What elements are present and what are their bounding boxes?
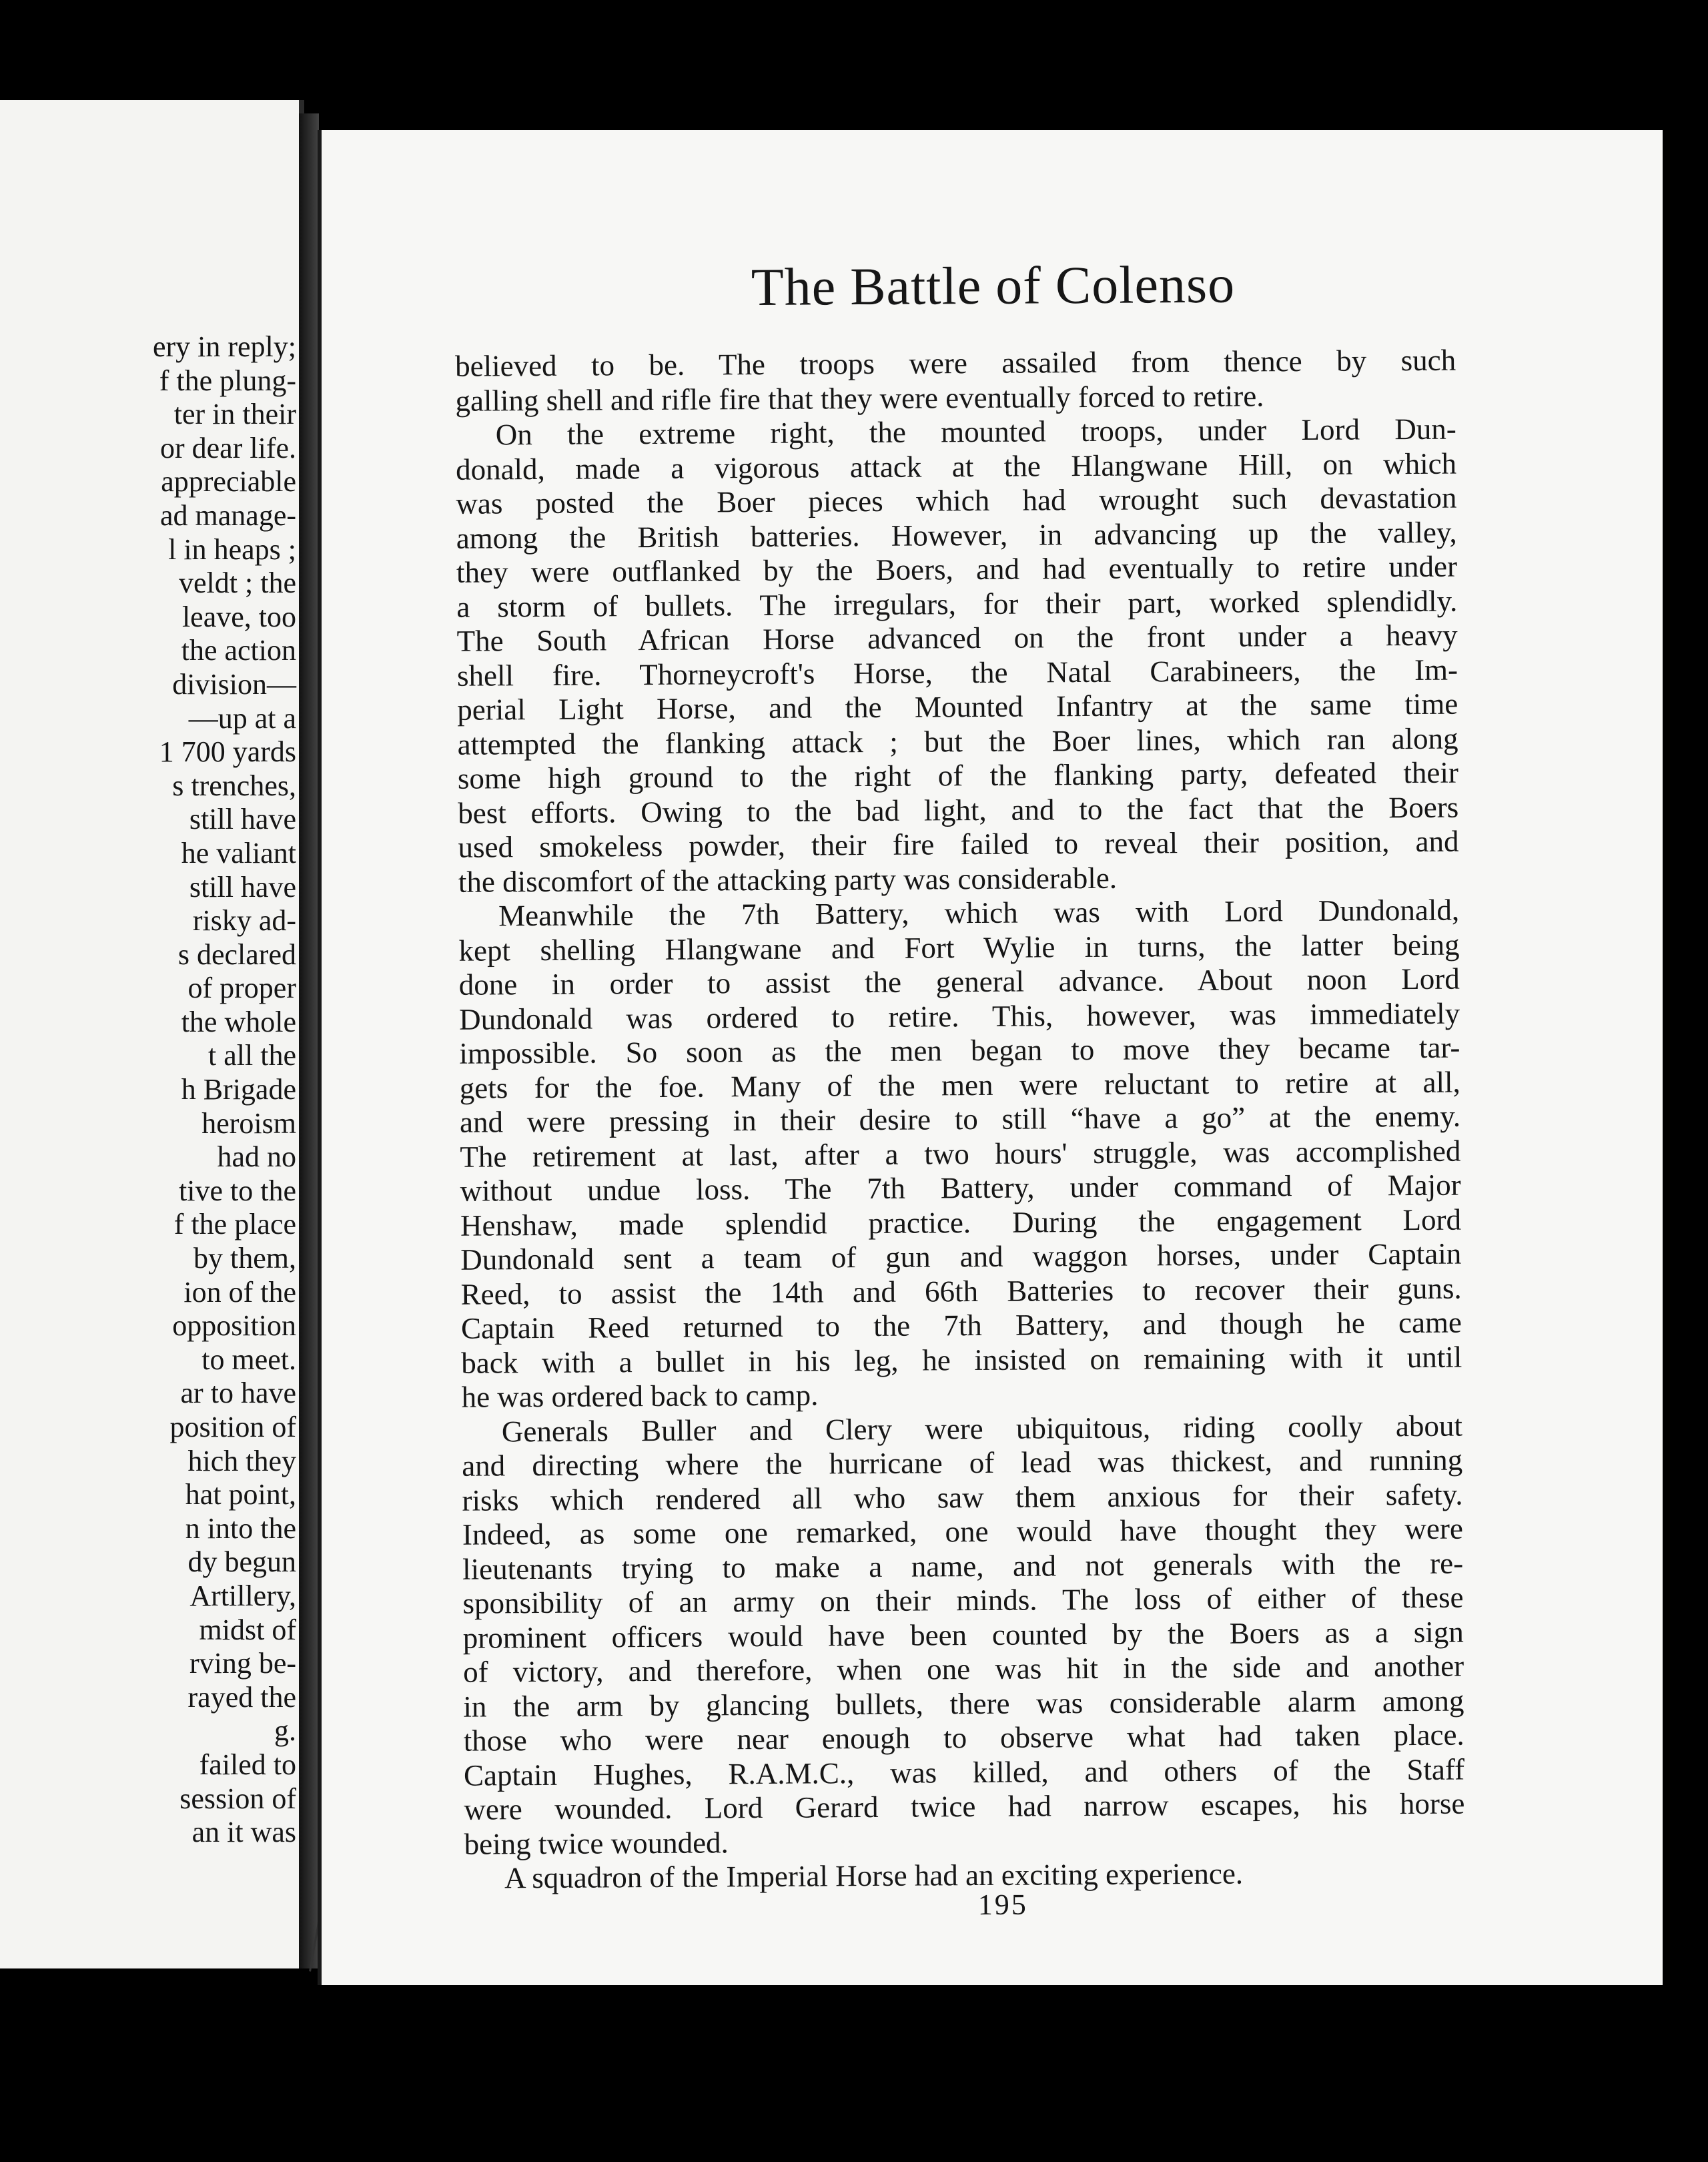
left-page-line: Artillery, xyxy=(189,1579,296,1612)
left-page-line: t all the xyxy=(208,1039,296,1072)
left-page-line: ar to have xyxy=(180,1377,296,1410)
left-page-line: appreciable xyxy=(161,465,296,498)
text-line: without undue loss. The 7th Battery, under command of Major xyxy=(460,1168,1461,1208)
body-text xyxy=(455,344,1465,1896)
left-page-line: 1 700 yards xyxy=(159,735,296,769)
text-line: the discomfort of the attacking party was considerable. xyxy=(458,861,1118,899)
text-line: believed to be. The troops were assailed from thence by such xyxy=(455,343,1456,383)
left-page-line: rayed the xyxy=(187,1680,296,1714)
left-page-line: rving be- xyxy=(189,1647,296,1680)
left-page-line: hich they xyxy=(187,1444,296,1477)
left-page-line: s declared xyxy=(177,938,296,971)
left-page-line: or dear life. xyxy=(160,431,296,464)
page-number: 195 xyxy=(977,1888,1028,1922)
text-line: best efforts. Owing to the bad light, and to the fact that the Boers xyxy=(458,790,1459,830)
left-page-line: ery in reply; xyxy=(152,330,296,363)
text-line: prominent officers would have been counted by the Boers as a sign xyxy=(462,1615,1464,1655)
text-line: in the arm by glancing bullets, there was considerable alarm among xyxy=(463,1684,1464,1724)
left-page-line: position of xyxy=(169,1411,296,1443)
left-page-line: ad manage- xyxy=(160,498,296,532)
text-line: impossible. So soon as the men began to move they became tar- xyxy=(459,1030,1460,1070)
left-page-line: n into the xyxy=(185,1511,296,1545)
text-line: and directing where the hurricane of lead was thickest, and running xyxy=(462,1443,1463,1483)
left-page-line: l in heaps ; xyxy=(168,532,296,566)
text-line: they were outflanked by the Boers, and had eventually to retire under xyxy=(456,549,1458,589)
text-line: of victory, and therefore, when one was hit in the side and another xyxy=(462,1649,1464,1689)
text-line: being twice wounded. xyxy=(464,1825,729,1861)
right-page xyxy=(318,130,1663,1985)
text-line: shell fire. Thorneycroft's Horse, the Natal Carabineers, the Im- xyxy=(456,653,1458,693)
left-page-line: session of xyxy=(179,1782,296,1815)
text-line: Captain Reed returned to the 7th Battery, and though he came xyxy=(460,1305,1462,1345)
left-page-line: ter in their xyxy=(173,398,296,431)
text-line: attempted the flanking attack ; but the Boer lines, which ran along xyxy=(457,721,1458,761)
left-page-line: heroism xyxy=(201,1106,296,1140)
text-line: Generals Buller and Clery were ubiquitous, riding coolly about xyxy=(501,1409,1463,1448)
left-page-line: leave, too xyxy=(181,600,296,633)
text-line: On the extreme right, the mounted troops, under Lord Dun- xyxy=(495,412,1456,452)
text-line: galling shell and rifle fire that they were eventually forced to retire. xyxy=(455,378,1264,418)
text-line: among the British batteries. However, in advancing up the valley, xyxy=(456,515,1457,555)
left-page-line: to meet. xyxy=(201,1343,296,1376)
text-line: risks which rendered all who saw them anxious for their safety. xyxy=(462,1477,1463,1517)
left-page-line: hat point, xyxy=(185,1478,296,1511)
text-line: used smokeless powder, their fire failed to reveal their position, and xyxy=(458,824,1459,864)
text-line: some high ground to the right of the flanking party, defeated their xyxy=(457,755,1459,795)
left-page-line: tive to the xyxy=(179,1174,296,1207)
text-line: Reed, to assist the 14th and 66th Batteries to recover their guns. xyxy=(460,1271,1462,1311)
left-page-line: opposition xyxy=(172,1309,296,1343)
text-line: was posted the Boer pieces which had wrought such devastation xyxy=(456,480,1457,520)
text-line: Henshaw, made splendid practice. During the engagement Lord xyxy=(460,1202,1462,1242)
left-page-line: f the place xyxy=(173,1208,296,1241)
left-page-line: he valiant xyxy=(181,836,296,869)
left-page-line: division— xyxy=(172,667,296,701)
text-line: Dundonald was ordered to retire. This, however, was immediately xyxy=(458,996,1460,1036)
text-line: sponsibility of an army on their minds. The loss of either of these xyxy=(462,1580,1464,1620)
left-page-line: still have xyxy=(189,803,296,836)
left-page-line: had no xyxy=(217,1140,296,1174)
text-line: perial Light Horse, and the Mounted Infantry at the same time xyxy=(457,687,1458,727)
text-line: back with a bullet in his leg, he insisted on remaining with it until xyxy=(461,1340,1462,1380)
left-page-line: s trenches, xyxy=(172,769,296,802)
left-page-line: risky ad- xyxy=(192,904,296,938)
text-line: and were pressing in their desire to still “have a go” at the enemy. xyxy=(459,1099,1461,1139)
text-line: a storm of bullets. The irregulars, for their part, worked splendidly. xyxy=(456,584,1458,624)
text-line: donald, made a vigorous attack at the Hlangwane Hill, on which xyxy=(455,446,1457,486)
left-page-line: still have xyxy=(189,870,296,904)
left-page-line: ion of the xyxy=(183,1275,296,1309)
text-line: lieutenants trying to make a name, and not generals with the re- xyxy=(462,1546,1464,1586)
text-line: Meanwhile the 7th Battery, which was with Lord Dundonald, xyxy=(498,893,1460,933)
text-line: done in order to assist the general advance. About noon Lord xyxy=(458,962,1460,1002)
text-line: those who were near enough to observe what had taken place. xyxy=(463,1718,1464,1758)
text-line: were wounded. Lord Gerard twice had narrow escapes, his horse xyxy=(464,1786,1465,1826)
left-page-line: by them, xyxy=(193,1242,296,1275)
left-page-text xyxy=(153,330,296,1850)
left-page-line: failed to xyxy=(199,1748,296,1781)
page-title: The Battle of Colenso xyxy=(751,255,1236,318)
left-page-line: of proper xyxy=(187,972,296,1005)
left-page-line: h Brigade xyxy=(181,1073,296,1106)
text-line: Captain Hughes, R.A.M.C., was killed, and others of the Staff xyxy=(463,1752,1465,1792)
text-line: kept shelling Hlangwane and Fort Wylie in turns, the latter being xyxy=(458,928,1460,968)
left-page-line: veldt ; the xyxy=(179,567,296,600)
book-gutter xyxy=(299,113,319,1968)
left-page-line: the whole xyxy=(181,1005,296,1038)
left-page-line: g. xyxy=(274,1714,296,1748)
text-line: he was ordered back to camp. xyxy=(461,1378,819,1414)
left-page-line: the action xyxy=(181,634,296,667)
left-page-line: f the plung- xyxy=(159,364,296,397)
left-page-line: midst of xyxy=(199,1613,296,1646)
left-page-line: —up at a xyxy=(188,701,296,735)
text-line: A squadron of the Imperial Horse had an exciting experience. xyxy=(504,1856,1244,1895)
text-line: The retirement at last, after a two hours' struggle, was accomplished xyxy=(460,1134,1461,1174)
text-line: Dundonald sent a team of gun and waggon horses, under Captain xyxy=(460,1236,1462,1277)
left-page-line: an it was xyxy=(191,1816,296,1849)
left-page-line: dy begun xyxy=(187,1545,296,1579)
left-page xyxy=(0,100,304,1968)
text-line: gets for the foe. Many of the men were reluctant to retire at all, xyxy=(459,1065,1460,1105)
text-line: Indeed, as some one remarked, one would have thought they were xyxy=(462,1511,1463,1551)
text-line: The South African Horse advanced on the front under a heavy xyxy=(456,618,1458,658)
